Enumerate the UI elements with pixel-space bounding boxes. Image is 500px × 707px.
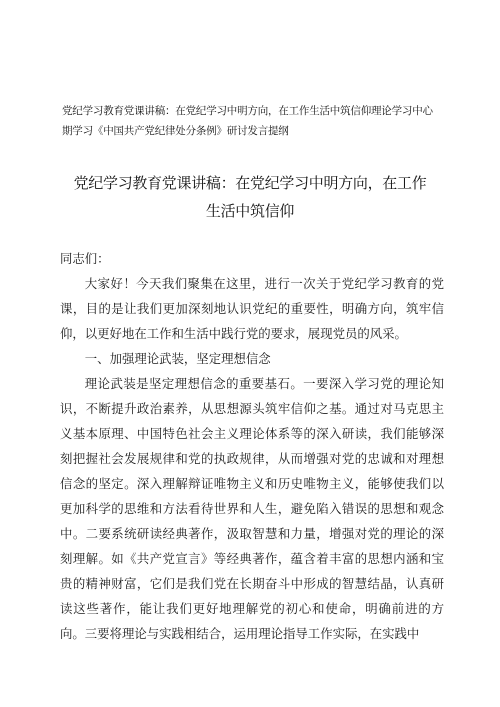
document-header-title: 党纪学习教育党课讲稿：在党纪学习中明方向，在工作生活中筑信仰理论学习中心期学习《中国共产党纪律处分条例》研讨发言提纲 <box>62 105 433 137</box>
main-title-line-1: 党纪学习教育党课讲稿：在党纪学习中明方向，在工作 <box>73 174 427 192</box>
document-main-title <box>60 169 440 225</box>
section-heading-1: 一、加强理论武装，坚定理想信念 <box>84 351 271 366</box>
salutation: 同志们： <box>60 251 110 266</box>
document-body <box>60 246 444 646</box>
paragraph-intro: 大家好！今天我们聚集在这里，进行一次关于党纪学习教育的党课，目的是让我们更加深刻地认识党纪的重要性，明确方向，筑牢信仰，以更好地在工作和生活中践行党的要求，展现党员的风采。 <box>60 276 444 341</box>
main-title-line-2: 生活中筑信仰 <box>205 202 295 220</box>
paragraph-section-1: 理论武装是坚定理想信念的重要基石。一要深入学习党的理论知识，不断提升政治素养，从思想源头筑牢信仰之基。通过对马克思主义基本原理、中国特色社会主义理论体系等的深入研读，我们能够深刻把握社会发展规律和党的执政规律，从而增强对党的忠诚和对理想信念的坚定。深入理解辩证唯物主义和历史唯物主义，能够使我们以更加科学的思维和方法看待世界和人生，避免陷入错误的思想和观念中。二要系统研读经典著作，汲取智慧和力量，增强对党的理论的深刻理解。如《共产党宣言》等经典著作，蕴含着丰富的思想内涵和宝贵的精神财富，它们是我们党在长期奋斗中形成的智慧结晶，认真研读这些著作，能让我们更好地理解党的初心和使命，明确前进的方向。三要将理论与实践相结合，运用理论指导工作实际，在实践中 <box>60 376 444 641</box>
